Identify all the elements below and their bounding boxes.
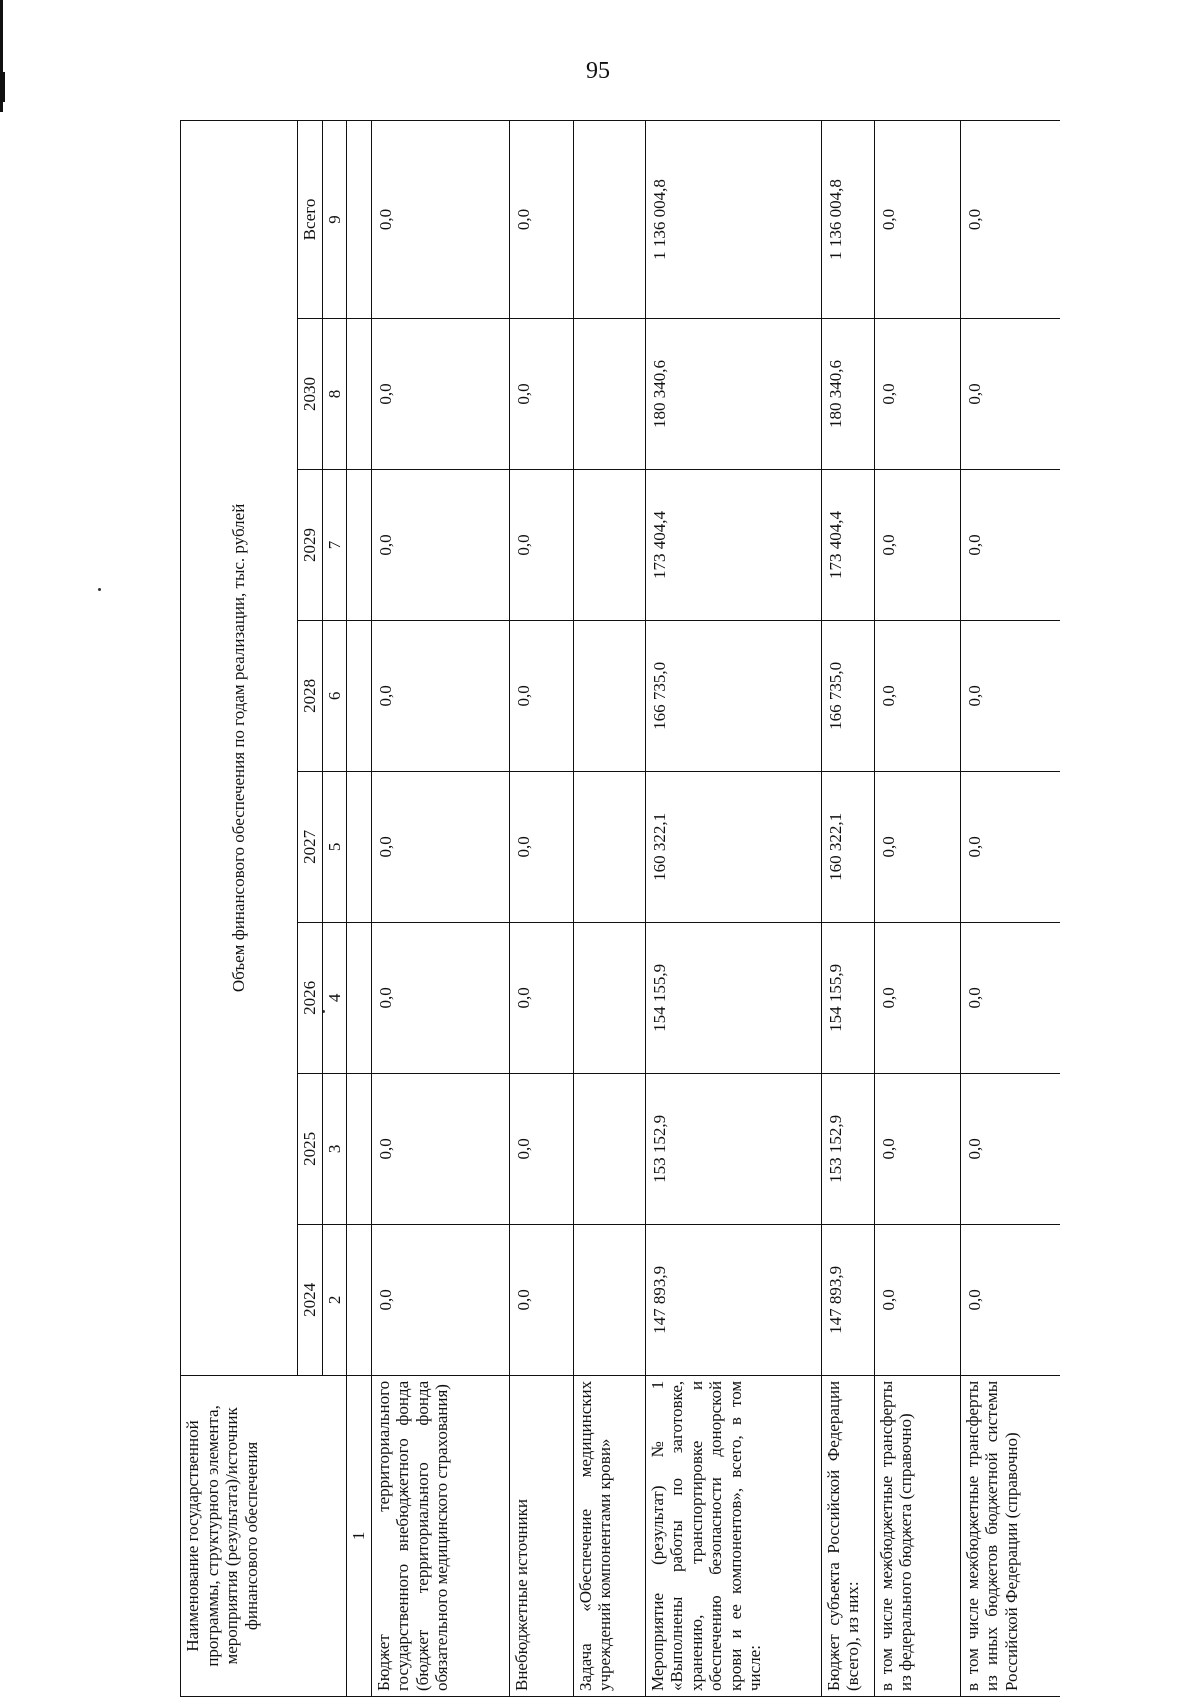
column-number: 2 xyxy=(322,1224,347,1375)
row-value: 0,0 xyxy=(509,771,573,922)
row-value: 0,0 xyxy=(874,922,960,1073)
table-row xyxy=(371,121,509,1697)
row-value: 0,0 xyxy=(960,469,1060,620)
row-value: 180 340,6 xyxy=(645,318,821,469)
header-year: 2027 xyxy=(298,771,323,922)
header-year: 2025 xyxy=(298,1073,323,1224)
header-year: 2030 xyxy=(298,318,323,469)
row-value: 0,0 xyxy=(509,469,573,620)
row-value: 0,0 xyxy=(960,771,1060,922)
table-row xyxy=(509,121,573,1697)
row-value: 0,0 xyxy=(509,1073,573,1224)
row-name: в том числе межбюджетные трансферты из иных бюджетов бюджетной системы Российской Федерации (справочно) xyxy=(960,1375,1060,1696)
row-value: 0,0 xyxy=(960,620,1060,771)
row-total: 0,0 xyxy=(509,121,573,319)
row-total: 0,0 xyxy=(371,121,509,319)
row-value: 0,0 xyxy=(371,922,509,1073)
column-number: 6 xyxy=(322,620,347,771)
scan-edge-mark xyxy=(3,72,5,102)
row-total: 0,0 xyxy=(874,121,960,319)
row-value: 160 322,1 xyxy=(645,771,821,922)
row-value: 0,0 xyxy=(960,1224,1060,1375)
table-row xyxy=(960,121,1060,1697)
row-value: 0,0 xyxy=(960,1073,1060,1224)
financing-table-container xyxy=(180,120,1060,1697)
column-number: 9 xyxy=(322,121,347,319)
table-row xyxy=(645,121,821,1697)
row-value: 0,0 xyxy=(509,922,573,1073)
row-value: 154 155,9 xyxy=(645,922,821,1073)
row-value xyxy=(573,469,645,620)
row-name: Бюджет территориального государственного внебюджетного фонда (бюджет территориального фонда обязательного медицинского страхования) xyxy=(371,1375,509,1696)
row-value: 0,0 xyxy=(371,1224,509,1375)
table-row xyxy=(573,121,645,1697)
row-value: 0,0 xyxy=(509,1224,573,1375)
row-value: 0,0 xyxy=(960,922,1060,1073)
row-value: 166 735,0 xyxy=(821,620,874,771)
row-value: 147 893,9 xyxy=(821,1224,874,1375)
column-number: 8 xyxy=(322,318,347,469)
row-value: 154 155,9 xyxy=(821,922,874,1073)
column-number: 5 xyxy=(322,771,347,922)
column-number: 1 xyxy=(347,1375,372,1696)
page-number: 95 xyxy=(586,58,610,84)
row-value xyxy=(573,1073,645,1224)
header-total: Всего xyxy=(298,121,323,319)
row-total: 1 136 004,8 xyxy=(645,121,821,319)
header-year: 2026 xyxy=(298,922,323,1073)
row-value xyxy=(573,922,645,1073)
row-value: 173 404,4 xyxy=(645,469,821,620)
row-value: 180 340,6 xyxy=(821,318,874,469)
scan-speck xyxy=(98,588,101,591)
row-value: 166 735,0 xyxy=(645,620,821,771)
header-year: 2024 xyxy=(298,1224,323,1375)
row-value: 0,0 xyxy=(874,771,960,922)
row-value: 0,0 xyxy=(874,620,960,771)
row-value: 0,0 xyxy=(371,771,509,922)
row-name: Мероприятие (результат) № 1 «Выполнены работы по заготовке, хранению, транспортировке и обеспечению безопасности донорской крови и ее компонентов», всего, в том числе: xyxy=(645,1375,821,1696)
header-volume-title: Объем финансового обеспечения по годам реализации, тыс. рублей xyxy=(181,121,298,1376)
row-value: 0,0 xyxy=(371,469,509,620)
row-total: 0,0 xyxy=(960,121,1060,319)
row-total xyxy=(573,121,645,319)
row-value xyxy=(573,771,645,922)
row-value: 0,0 xyxy=(874,1073,960,1224)
header-year: 2029 xyxy=(298,469,323,620)
row-value: 0,0 xyxy=(371,1073,509,1224)
financing-table xyxy=(180,120,1060,1697)
row-value xyxy=(573,318,645,469)
row-name: Внебюджетные источники xyxy=(509,1375,573,1696)
column-number: 7 xyxy=(322,469,347,620)
row-value: 0,0 xyxy=(874,469,960,620)
table-row xyxy=(874,121,960,1697)
row-value: 0,0 xyxy=(509,318,573,469)
row-value: 0,0 xyxy=(371,318,509,469)
row-value: 0,0 xyxy=(371,620,509,771)
column-number: 4 xyxy=(322,922,347,1073)
row-name: Задача «Обеспечение медицинских учреждений компонентами крови» xyxy=(573,1375,645,1696)
row-value: 0,0 xyxy=(960,318,1060,469)
row-value xyxy=(573,620,645,771)
row-value: 153 152,9 xyxy=(645,1073,821,1224)
row-total: 1 136 004,8 xyxy=(821,121,874,319)
row-value: 173 404,4 xyxy=(821,469,874,620)
header-year: 2028 xyxy=(298,620,323,771)
row-value: 0,0 xyxy=(874,318,960,469)
row-value xyxy=(573,1224,645,1375)
rotated-page-content xyxy=(180,120,1060,1697)
row-value: 0,0 xyxy=(874,1224,960,1375)
row-value: 0,0 xyxy=(509,620,573,771)
row-value: 147 893,9 xyxy=(645,1224,821,1375)
row-value: 160 322,1 xyxy=(821,771,874,922)
row-name: в том числе межбюджетные трансферты из федерального бюджета (справочно) xyxy=(874,1375,960,1696)
table-row xyxy=(821,121,874,1697)
column-number: 3 xyxy=(322,1073,347,1224)
row-name: Бюджет субъекта Российской Федерации (всего), из них: xyxy=(821,1375,874,1696)
header-name-column: Наименование государственной программы, структурного элемента, мероприятия (результата)/источник финансового обеспечения xyxy=(181,1375,347,1696)
row-value: 153 152,9 xyxy=(821,1073,874,1224)
